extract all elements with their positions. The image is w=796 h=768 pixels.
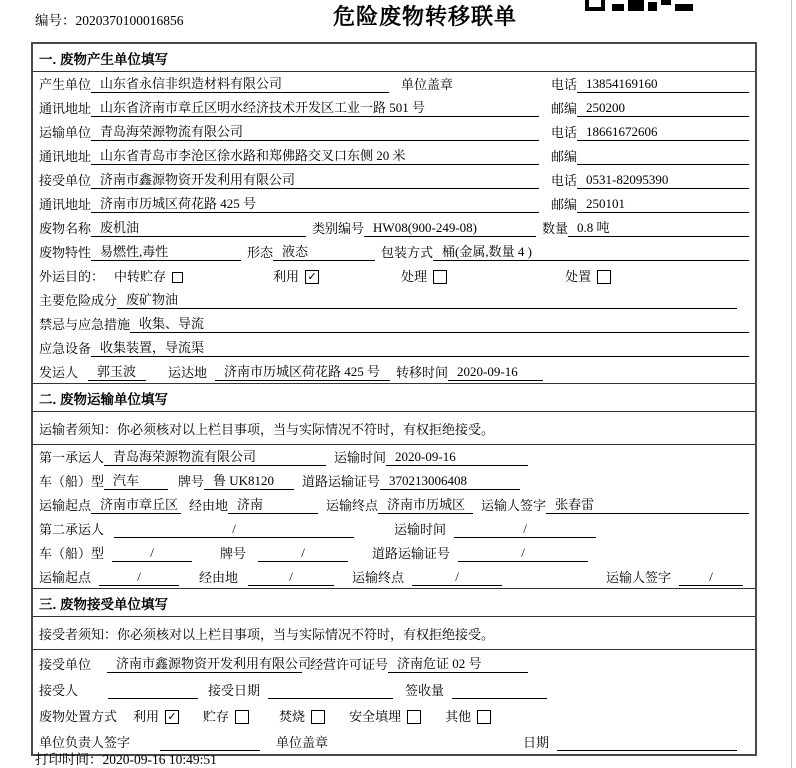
row-route2: [33, 565, 755, 589]
equipment-label: 应急设备: [39, 341, 92, 356]
addr2-value: 山东省青岛市李沧区徐水路和郑佛路交叉口东侧 20 米: [91, 147, 539, 165]
checkbox-treat: [433, 270, 447, 284]
addr1-value: 山东省济南市章丘区明水经济技术开发区工业一路 501 号: [91, 99, 539, 117]
taboo-label: 禁忌与应急措施: [39, 317, 131, 332]
row-transporter-address: [33, 144, 755, 168]
sign1-value: 张春雷: [546, 496, 749, 514]
sign-qty-label: 签收量: [405, 683, 445, 698]
vehicle2-label: 车（船）型: [39, 546, 105, 561]
dest-value: 济南市历城区荷花路 425 号: [215, 363, 390, 381]
waste-name-label: 废物名称: [39, 221, 92, 236]
packing-value: 桶(金属,数量 4 ): [433, 243, 749, 261]
sign-qty-value: [452, 698, 547, 699]
unit-seal-label: 单位盖章: [276, 735, 329, 750]
accept-unit-value: 济南市鑫源物资开发利用有限公司: [107, 655, 302, 673]
time2-label: 运输时间: [394, 522, 447, 537]
purpose-label: 外运目的：: [39, 269, 105, 284]
zip3-value: 250101: [577, 195, 749, 213]
via1-label: 经由地: [189, 498, 229, 513]
carrier2-value: /: [114, 520, 354, 538]
end2-label: 运输终点: [352, 570, 405, 585]
date-value: [557, 750, 737, 751]
checkbox-storage: [172, 272, 183, 283]
road-cert1-value: 370213006408: [380, 472, 520, 490]
row-waste-character: [33, 240, 755, 264]
row-equipment: [33, 336, 755, 360]
row-shipper: [33, 360, 755, 384]
checkbox-dispose: [597, 270, 611, 284]
zip2-label: 邮编: [550, 149, 577, 164]
print-time: [35, 748, 217, 768]
receiver-label: 接受单位: [39, 173, 92, 188]
end1-value: 济南市历城区: [378, 496, 473, 514]
acceptor-label: 接受人: [39, 683, 79, 698]
time1-value: 2020-09-16: [386, 448, 528, 466]
via2-label: 经由地: [199, 570, 239, 585]
character-value: 易燃性,毒性: [91, 243, 241, 261]
disposal-opt-burn: 焚烧: [279, 709, 306, 724]
plate1-value: 鲁 UK8120: [204, 472, 294, 490]
waste-name-value: 废机油: [91, 219, 306, 237]
addr3-label: 通讯地址: [39, 197, 92, 212]
serial-label: 编号：: [35, 13, 76, 28]
via2-value: /: [248, 568, 334, 586]
producer-label: 产生单位: [39, 77, 92, 92]
form-value: 液态: [273, 243, 375, 261]
producer-value: 山东省永信非织造材料有限公司: [91, 75, 389, 93]
transporter-value: 青岛海荣源物流有限公司: [91, 123, 539, 141]
page-edge-divider: [791, 0, 792, 768]
category-value: HW08(900-249-08): [364, 219, 536, 237]
form-label: 形态: [247, 245, 274, 260]
date-label: 日期: [522, 735, 549, 750]
purpose-opt-dispose: 处置: [565, 269, 592, 284]
transfer-time-value: 2020-09-16: [448, 363, 543, 381]
accept-unit-label: 接受单位: [39, 657, 92, 672]
license-value: 济南危证 02 号: [388, 655, 528, 673]
zip1-label: 邮编: [550, 101, 577, 116]
section3-title: 三. 废物接受单位填写: [33, 588, 755, 617]
disposal-label: 废物处置方式: [39, 709, 118, 724]
taboo-value: 收集、导流: [130, 315, 749, 333]
row-purpose: [33, 264, 755, 288]
end2-value: /: [412, 568, 502, 586]
purpose-opt-treat: 处理: [401, 269, 428, 284]
dest-label: 运达地: [168, 365, 208, 380]
packing-label: 包装方式: [381, 245, 434, 260]
vehicle2-value: /: [112, 544, 192, 562]
phone2-label: 电话: [550, 125, 577, 140]
transfer-time-label: 转移时间: [396, 365, 449, 380]
transporter-notice: 运输者须知：你必须核对以上栏目事项，当与实际情况不符时，有权拒绝接受。: [33, 412, 755, 445]
character-label: 废物特性: [39, 245, 92, 260]
checkbox-disposal-store: [235, 710, 249, 724]
via1-value: 济南: [228, 496, 318, 514]
checkbox-disposal-other: [477, 710, 491, 724]
zip3-label: 邮编: [550, 197, 577, 212]
row-carrier2: [33, 517, 755, 541]
hazard-value: 废矿物油: [117, 291, 737, 309]
addr1-label: 通讯地址: [39, 101, 92, 116]
page-title: 危险废物转移联单: [332, 4, 517, 29]
checkbox-use: ✓: [305, 270, 319, 284]
plate1-label: 牌号: [178, 474, 205, 489]
row-waste-name: [33, 216, 755, 240]
row-receiver-address: [33, 192, 755, 216]
disposal-opt-other: 其他: [445, 709, 472, 724]
row-accept-unit: [33, 650, 755, 676]
vehicle1-label: 车（船）型: [39, 474, 105, 489]
time2-value: /: [454, 520, 596, 538]
purpose-opt-storage: 中转贮存: [114, 269, 167, 284]
phone3-label: 电话: [550, 173, 577, 188]
addr3-value: 济南市历城区荷花路 425 号: [91, 195, 539, 213]
row-transporter: [33, 120, 755, 144]
sign1-label: 运输人签字: [481, 498, 547, 513]
receiver-notice: 接受者须知：你必须核对以上栏目事项，当与实际情况不符时，有权拒绝接受。: [33, 617, 755, 650]
section1-title: 一. 废物产生单位填写: [33, 44, 755, 72]
qty-label: 数量: [542, 221, 569, 236]
category-label: 类别编号: [312, 221, 365, 236]
receiver-value: 济南市鑫源物资开发利用有限公司: [91, 171, 539, 189]
phone2-value: 18661672606: [577, 123, 749, 141]
phone3-value: 0531-82095390: [577, 171, 749, 189]
zip1-value: 250200: [577, 99, 749, 117]
section2-title: 二. 废物运输单位填写: [33, 383, 755, 412]
addr2-label: 通讯地址: [39, 149, 92, 164]
hazard-label: 主要危险成分: [39, 293, 118, 308]
row-producer-address: [33, 96, 755, 120]
row-receiver: [33, 168, 755, 192]
equipment-value: 收集装置，导流渠: [91, 339, 749, 357]
origin1-label: 运输起点: [39, 498, 92, 513]
qty-value: 0.8 吨: [568, 219, 749, 237]
phone1-label: 电话: [550, 77, 577, 92]
carrier1-label: 第一承运人: [39, 450, 105, 465]
end1-label: 运输终点: [326, 498, 379, 513]
row-disposal: [33, 702, 755, 728]
row-vehicle2: [33, 541, 755, 565]
checkbox-disposal-burn: [311, 710, 325, 724]
road-cert1-label: 道路运输证号: [302, 474, 381, 489]
sign2-value: /: [679, 568, 743, 586]
disposal-opt-use: 利用: [133, 709, 160, 724]
row-carrier1: [33, 445, 755, 469]
time1-label: 运输时间: [334, 450, 387, 465]
plate2-value: /: [258, 544, 348, 562]
origin1-value: 济南市章丘区: [91, 496, 181, 514]
phone1-value: 13854169160: [577, 75, 749, 93]
row-vehicle1: [33, 469, 755, 493]
zip2-value: [577, 164, 749, 165]
sign2-label: 运输人签字: [605, 570, 671, 585]
license-label: 经营许可证号: [310, 657, 389, 672]
serial-value: 2020370100016856: [75, 13, 184, 28]
accept-date-value: [268, 698, 393, 699]
transporter-label: 运输单位: [39, 125, 92, 140]
accept-date-label: 接受日期: [208, 683, 261, 698]
road-cert2-label: 道路运输证号: [372, 546, 451, 561]
plate2-label: 牌号: [220, 546, 247, 561]
origin2-label: 运输起点: [39, 570, 92, 585]
row-taboo: [33, 312, 755, 336]
shipper-label: 发运人: [39, 365, 79, 380]
row-route1: [33, 493, 755, 517]
shipper-value: 郭玉波: [88, 363, 146, 381]
head-sign-label: 单位负责人签字: [39, 735, 131, 750]
manifest-form: [31, 42, 757, 756]
vehicle1-value: 汽车: [104, 472, 168, 490]
row-producer: [33, 72, 755, 96]
carrier2-label: 第二承运人: [39, 522, 105, 537]
checkbox-disposal-use: ✓: [165, 710, 179, 724]
seal-label: 单位盖章: [401, 77, 454, 92]
purpose-opt-use: 利用: [273, 269, 300, 284]
print-time-label: 打印时间：: [35, 752, 103, 767]
checkbox-disposal-landfill: [407, 710, 421, 724]
acceptor-value: [108, 698, 198, 699]
road-cert2-value: /: [458, 544, 588, 562]
carrier1-value: 青岛海荣源物流有限公司: [104, 448, 326, 466]
disposal-opt-store: 贮存: [203, 709, 230, 724]
row-acceptor: [33, 676, 755, 702]
row-hazard: [33, 288, 755, 312]
print-time-value: 2020-09-16 10:49:51: [102, 752, 217, 767]
disposal-opt-landfill: 安全填埋: [349, 709, 402, 724]
origin2-value: /: [99, 568, 179, 586]
qr-code-fragment: [585, 0, 695, 11]
